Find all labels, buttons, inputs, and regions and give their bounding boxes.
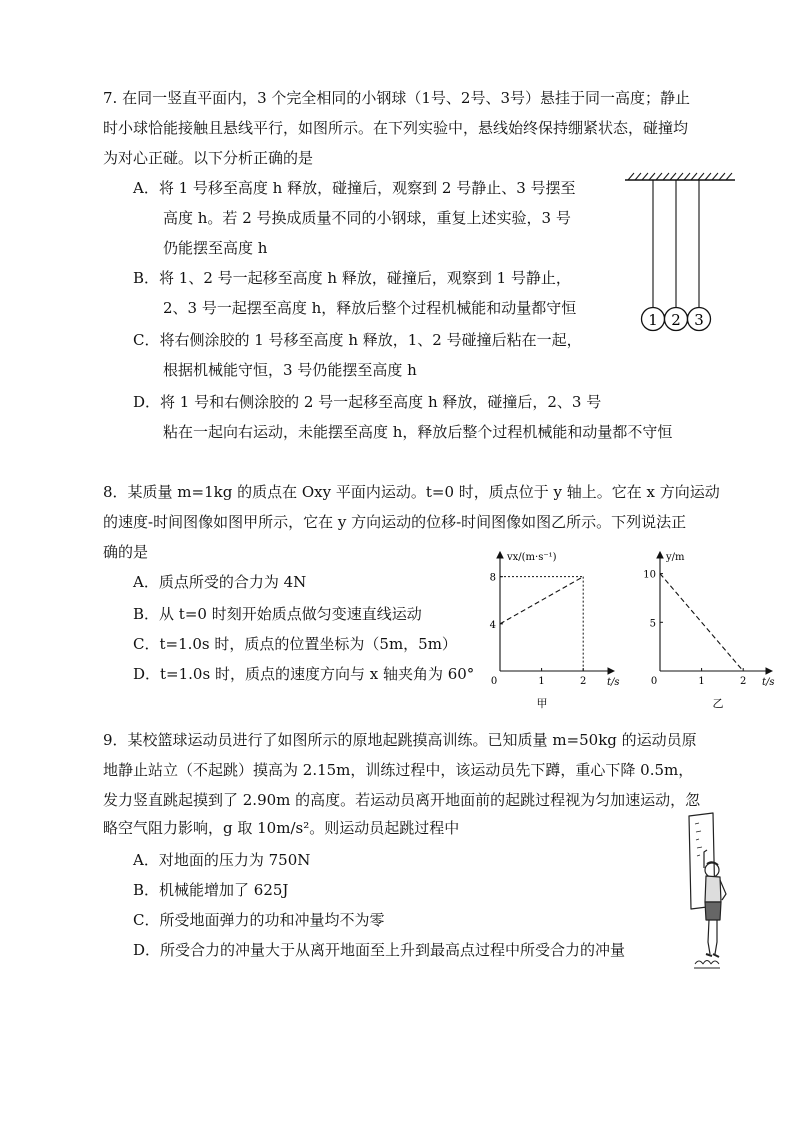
q7-option-c: C．将右侧涂胶的 1 号移至高度 h 释放，1、2 号碰撞后粘在一起， <box>133 331 582 349</box>
board-marks <box>695 823 702 856</box>
q8-stem-line-3: 确的是 <box>103 543 149 561</box>
x-tick-label: 1 <box>698 676 705 687</box>
y-tick-label: 5 <box>649 618 656 630</box>
q7-stem-line-2: 时小球恰能接触且悬线平行，如图所示。在下列实验中，悬线始终保持绷紧状态，碰撞均 <box>103 119 689 137</box>
q7-option-a: A．将 1 号移至高度 h 释放，碰撞后，观察到 2 号静止、3 号摆至 <box>133 179 576 197</box>
y-tick-label: 8 <box>489 572 496 584</box>
q9-stem-line-1: 9．某校篮球运动员进行了如图所示的原地起跳摸高训练。已知质量 m=50kg 的运动员原 <box>103 731 697 749</box>
q9-option-c: C．所受地面弹力的功和冲量均不为零 <box>133 911 385 929</box>
x-tick-label: 0 <box>490 676 498 687</box>
shorts <box>705 902 721 920</box>
chart-yi <box>640 546 780 710</box>
chart-jia <box>480 546 620 710</box>
x-tick-label: 2 <box>740 676 747 687</box>
q8-stem-line-1: 8．某质量 m=1kg 的质点在 Oxy 平面内运动。t=0 时，质点位于 y 轴上。它在 x 方向运动 <box>103 483 720 501</box>
q8-option-a: A．质点所受的合力为 4N <box>133 573 307 591</box>
series-line <box>660 574 743 671</box>
q7-option-a-cont-1: 高度 h。若 2 号换成质量不同的小钢球，重复上述实验，3 号 <box>163 209 571 227</box>
q9-option-d: D．所受合力的冲量大于从离开地面至上升到最高点过程中所受合力的冲量 <box>133 941 626 959</box>
x-tick-label: 1 <box>538 676 545 687</box>
q7-option-b: B．将 1、2 号一起移至高度 h 释放，碰撞后，观察到 1 号静止， <box>133 269 571 287</box>
y-axis-label: vx/(m·s⁻¹) <box>507 552 557 563</box>
q9-stem-line-2: 地静止站立（不起跳）摸高为 2.15m，训练过程中，该运动员先下蹲，重心下降 0.5m， <box>103 761 694 779</box>
y-axis-label: y/m <box>666 552 685 563</box>
chart-caption: 乙 <box>712 697 724 710</box>
q7-option-d: D．将 1 号和右侧涂胶的 2 号一起移至高度 h 释放，碰撞后，2、3 号 <box>133 393 602 411</box>
q7-option-d-cont: 粘在一起向右运动，未能摆至高度 h，释放后整个过程机械能和动量都不守恒 <box>163 423 673 441</box>
q8-option-b: B．从 t=0 时刻开始质点做匀变速直线运动 <box>133 605 422 623</box>
x-axis-label: t/s <box>607 677 620 688</box>
q7-option-c-cont: 根据机械能守恒，3 号仍能摆至高度 h <box>163 361 417 379</box>
y-tick-label: 4 <box>489 619 496 631</box>
q7-option-b-cont: 2、3 号一起摆至高度 h，释放后整个过程机械能和动量都守恒 <box>163 299 577 317</box>
shoes <box>706 954 719 957</box>
q9-option-a: A．对地面的压力为 750N <box>133 851 311 869</box>
q7-option-a-cont-2: 仍能摆至高度 h <box>163 239 268 257</box>
q7-stem-line-3: 为对心正碰。以下分析正确的是 <box>103 149 314 167</box>
q9-option-b: B．机械能增加了 625J <box>133 881 289 899</box>
x-axis-label: t/s <box>762 677 775 688</box>
series-line <box>500 577 583 624</box>
legs <box>708 920 717 954</box>
ball-2-label: 2 <box>671 311 681 329</box>
ball-3-label: 3 <box>694 311 704 329</box>
q9-stem-line-3: 发力竖直跳起摸到了 2.90m 的高度。若运动员离开地面前的起跳过程视为匀加速运动，忽 <box>103 791 701 809</box>
pendulum-figure <box>620 170 740 340</box>
q8-option-c: C．t=1.0s 时，质点的位置坐标为（5m，5m） <box>133 635 457 653</box>
q8-stem-line-2: 的速度-时间图像如图甲所示，它在 y 方向运动的位移-时间图像如图乙所示。下列说法正 <box>103 513 687 531</box>
ball-1-label: 1 <box>648 311 658 329</box>
q8-option-d: D．t=1.0s 时，质点的速度方向与 x 轴夹角为 60° <box>133 665 475 683</box>
torso <box>705 876 721 902</box>
ceiling-hatching <box>628 173 732 180</box>
q7-stem-line-1: 7. 在同一竖直平面内，3 个完全相同的小钢球（1号、2号、3号）悬挂于同一高度；静止 <box>103 89 691 107</box>
athlete-illustration <box>682 812 732 974</box>
q9-stem-line-4: 略空气阻力影响，g 取 10m/s²。则运动员起跳过程中 <box>103 819 460 837</box>
y-tick-label: 10 <box>643 569 656 581</box>
x-tick-label: 0 <box>650 676 658 687</box>
x-tick-label: 2 <box>580 676 587 687</box>
chart-caption: 甲 <box>536 697 548 710</box>
ground-dust <box>694 961 720 969</box>
